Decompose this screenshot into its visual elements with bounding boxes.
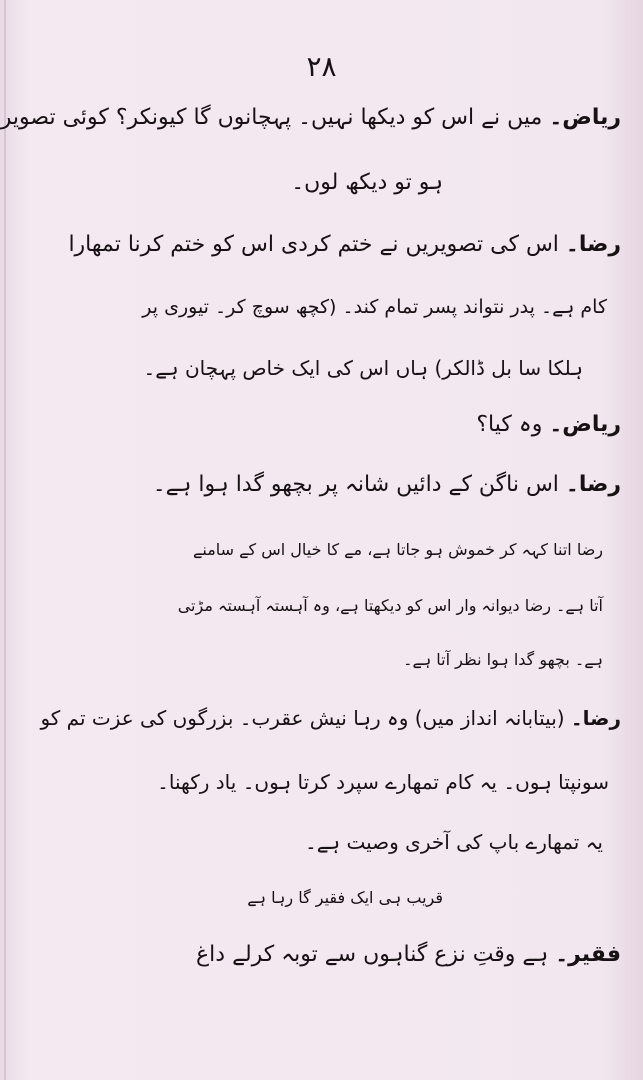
speaker-name: رضا۔	[570, 706, 621, 730]
dialogue-line	[21, 942, 621, 967]
speaker-name: رضا۔	[565, 232, 621, 257]
line-text: یہ تمھارے باپ کی آخری وصیت ہے۔	[304, 830, 603, 854]
line-text: ہے۔ بچھو گدا ہوا نظر آتا ہے۔	[403, 650, 603, 669]
speaker-name: رضا۔	[565, 472, 621, 497]
line-text: اس ناگن کے دائیں شانہ پر بچھو گدا ہوا ہے۔	[152, 472, 566, 497]
line-text: ہو تو دیکھ لوں۔	[291, 170, 443, 195]
dialogue-line	[0, 105, 621, 130]
page-number: ۲۸	[306, 50, 337, 83]
line-text: قریب ہی ایک فقیر گا رہا ہے	[247, 888, 443, 907]
dialogue-line	[61, 472, 621, 497]
stage-direction	[43, 650, 603, 669]
line-text: آتا ہے۔ رضا دیوانہ وار اس کو دیکھتا ہے، وہ آہستہ آہستہ مڑتی	[177, 596, 603, 615]
dialogue-line	[19, 770, 609, 794]
dialogue-line	[183, 170, 443, 195]
speaker-name: فقیر۔	[555, 942, 621, 967]
dialogue-line	[321, 412, 621, 437]
line-text: کام ہے۔ پدر نتواند پسر تمام کند۔ (کچھ سوچ کر۔ تیوری پر	[142, 296, 607, 318]
line-text: سونپتا ہوں۔ یہ کام تمھارے سپرد کرتا ہوں۔ یاد رکھنا۔	[157, 770, 609, 794]
dialogue-line	[21, 706, 621, 730]
line-text: وہ کیا؟	[476, 412, 550, 437]
speaker-name: ریاض۔	[549, 105, 621, 130]
line-text: رضا اتنا کہہ کر خموش ہو جاتا ہے، مے کا خیال اس کے سامنے	[193, 540, 603, 559]
page-edge	[4, 0, 6, 1080]
dialogue-line	[27, 296, 607, 318]
stage-direction	[143, 888, 443, 907]
line-text: ہلکا سا بل ڈالکر) ہاں اس کی ایک خاص پہچان ہے۔	[143, 356, 583, 380]
line-text: (بیتابانہ انداز میں) وہ رہا نیش عقرب۔ بزرگوں کی عزت تم کو	[40, 706, 571, 730]
speaker-name: ریاض۔	[549, 412, 621, 437]
line-text: میں نے اس کو دیکھا نہیں۔ پہچانوں گا کیونکر؟ کوئی تصویر	[0, 105, 550, 130]
stage-direction	[43, 596, 603, 615]
dialogue-line	[63, 356, 583, 380]
line-text: اس کی تصویریں نے ختم کردی اس کو ختم کرنا تمھارا	[68, 232, 566, 257]
line-text: ہے وقتِ نزع گناہوں سے توبہ کرلے داغ	[196, 942, 556, 967]
stage-direction	[43, 540, 603, 559]
dialogue-line	[43, 830, 603, 854]
dialogue-line	[21, 232, 621, 257]
